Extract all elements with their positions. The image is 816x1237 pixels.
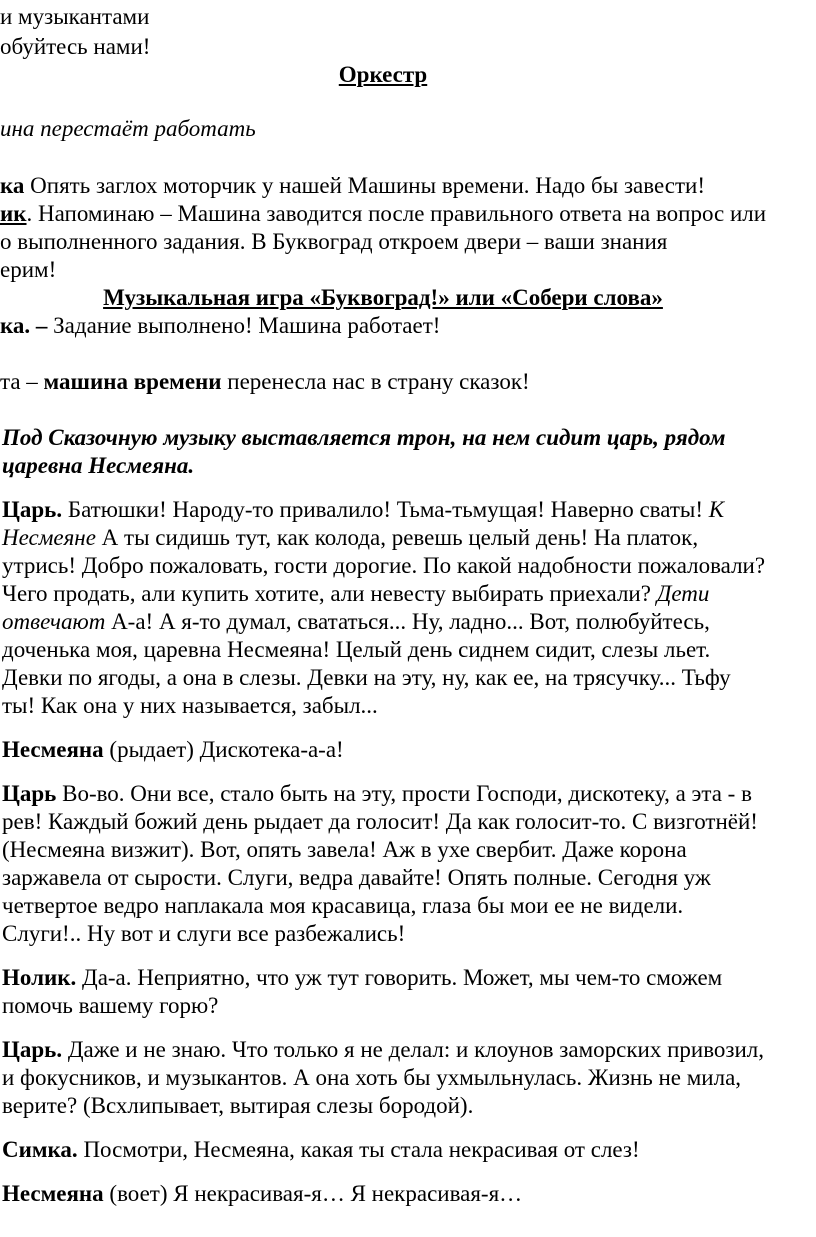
tsar-speech-3-line-3: верите? (Всхлипывает, вытирая слезы бородой).: [2, 1093, 474, 1118]
tsar-speech-1-line-2: [2, 524, 698, 552]
speaker-label: ка. –: [0, 313, 48, 338]
paragraph-3: [0, 312, 440, 340]
paragraph-3-text: Задание выполнено! Машина работает!: [47, 313, 441, 338]
speaker-label: Царь: [2, 781, 57, 806]
paragraph-4-post: перенесла нас в страну сказок!: [221, 369, 530, 394]
time-machine-bold: машина времени: [43, 369, 222, 394]
paragraph-2-line-3: ерим!: [0, 257, 57, 282]
speaker-label: Царь.: [2, 497, 63, 522]
speaker-label: Симка.: [2, 1137, 78, 1162]
tsar-speech-1-line-5: [2, 608, 710, 636]
tsar-speech-1-line-6: доченька моя, царевна Несмеяна! Целый день сиднем сидит, слезы льет.: [2, 637, 711, 662]
tsar-speech-1-line-8: ты! Как она у них называется, забыл...: [2, 693, 378, 718]
nesmeyana-line-1: [2, 736, 344, 764]
stage-direction-2-line-2: царевна Несмеяна.: [2, 453, 195, 478]
top-line-2: обуйтесь нами!: [0, 34, 151, 59]
stage-direction-1: ина перестаёт работать: [0, 116, 256, 141]
stage-direction-2-line-1: Под Сказочную музыку выставляется трон, на нем сидит царь, рядом: [2, 425, 726, 450]
nesmeyana-text: (рыдает) Дискотека-а-а!: [103, 737, 344, 762]
paragraph-4: [0, 368, 530, 396]
tsar-speech-2-text: Во-во. Они все, стало быть на эту, прости Господи, дискотеку, а эта - в: [56, 781, 752, 806]
tsar-speech-2-line-6: Слуги!.. Ну вот и слуги все разбежались!: [2, 921, 406, 946]
tsar-speech-2-line-4: заржавела от сырости. Слуги, ведра давайте! Опять полные. Сегодня уж: [2, 865, 711, 890]
stage-note: Дети: [656, 581, 710, 606]
paragraph-4-pre: та –: [0, 369, 44, 394]
simka-line: [2, 1136, 640, 1164]
tsar-speech-3-line-2: и фокусников, и музыкантов. А она хоть бы ухмыльнулась. Жизнь не мила,: [2, 1065, 742, 1090]
speaker-label: Несмеяна: [2, 737, 104, 762]
paragraph-1: [0, 172, 705, 200]
stage-note: отвечают: [2, 609, 106, 634]
tsar-speech-1-line-7: Девки по ягоды, а она в слезы. Девки на эту, ну, как ее, на трясучку... Тьфу: [2, 665, 731, 690]
paragraph-2-text-1: . Напоминаю – Машина заводится после правильного ответа на вопрос или: [26, 201, 767, 226]
tsar-speech-3-line-1: [2, 1036, 764, 1064]
speaker-label: Несмеяна: [2, 1181, 104, 1206]
paragraph-1-text: Опять заглох моторчик у нашей Машины времени. Надо бы завести!: [24, 173, 705, 198]
heading-music-game: Музыкальная игра «Буквоград!» или «Собери слова»: [103, 285, 663, 310]
tsar-speech-2-line-3: (Несмеяна визжит). Вот, опять завела! Аж в ухе свербит. Даже корона: [2, 837, 687, 862]
nolik-line-2: помочь вашему горю?: [2, 993, 219, 1018]
simka-text: Посмотри, Несмеяна, какая ты стала некрасивая от слез!: [77, 1137, 640, 1162]
speaker-label: Царь.: [2, 1037, 63, 1062]
tsar-speech-1-text: Батюшки! Народу-то привалило! Тьма-тьмущая! Наверно сваты!: [62, 497, 709, 522]
nolik-text: Да-а. Неприятно, что уж тут говорить. Может, мы чем-то сможем: [76, 965, 723, 990]
tsar-speech-1-text: А ты сидишь тут, как колода, ревешь целый день! На платок,: [95, 525, 699, 550]
nesmeyana-text: (воет) Я некрасивая-я… Я некрасивая-я…: [103, 1181, 523, 1206]
speaker-label: ик: [0, 201, 27, 226]
nesmeyana-line-2: [2, 1180, 522, 1208]
tsar-speech-1-line-4: [2, 580, 709, 608]
tsar-speech-1-text: Чего продать, али купить хотите, али невесту выбирать приехали?: [2, 581, 657, 606]
speaker-label: Нолик.: [2, 965, 77, 990]
speaker-label: ка: [0, 173, 25, 198]
top-line-1: и музыкантами: [0, 4, 150, 29]
tsar-speech-2-line-5: четвертое ведро наплакала моя красавица, глаза бы мои ее не видели.: [2, 893, 684, 918]
paragraph-2-line-1: [0, 200, 766, 228]
heading-orchestra: Оркестр: [338, 62, 428, 87]
tsar-speech-1-line-3: утрись! Добро пожаловать, гости дорогие. По какой надобности пожаловали?: [2, 553, 766, 578]
tsar-speech-1-text: А-а! А я-то думал, свататься... Ну, ладно... Вот, полюбуйтесь,: [105, 609, 710, 634]
tsar-speech-2-line-2: рев! Каждый божий день рыдает да голосит! Да как голосит-то. С визготнёй!: [2, 809, 758, 834]
stage-note: К: [708, 497, 725, 522]
tsar-speech-1-line-1: [2, 496, 724, 524]
tsar-speech-3-text: Даже и не знаю. Что только я не делал: и клоунов заморских привозил,: [62, 1037, 765, 1062]
nolik-line-1: [2, 964, 722, 992]
paragraph-2-line-2: о выполненного задания. В Буквоград откроем двери – ваши знания: [0, 229, 668, 254]
tsar-speech-2-line-1: [2, 780, 752, 808]
stage-note: Несмеяне: [2, 525, 96, 550]
